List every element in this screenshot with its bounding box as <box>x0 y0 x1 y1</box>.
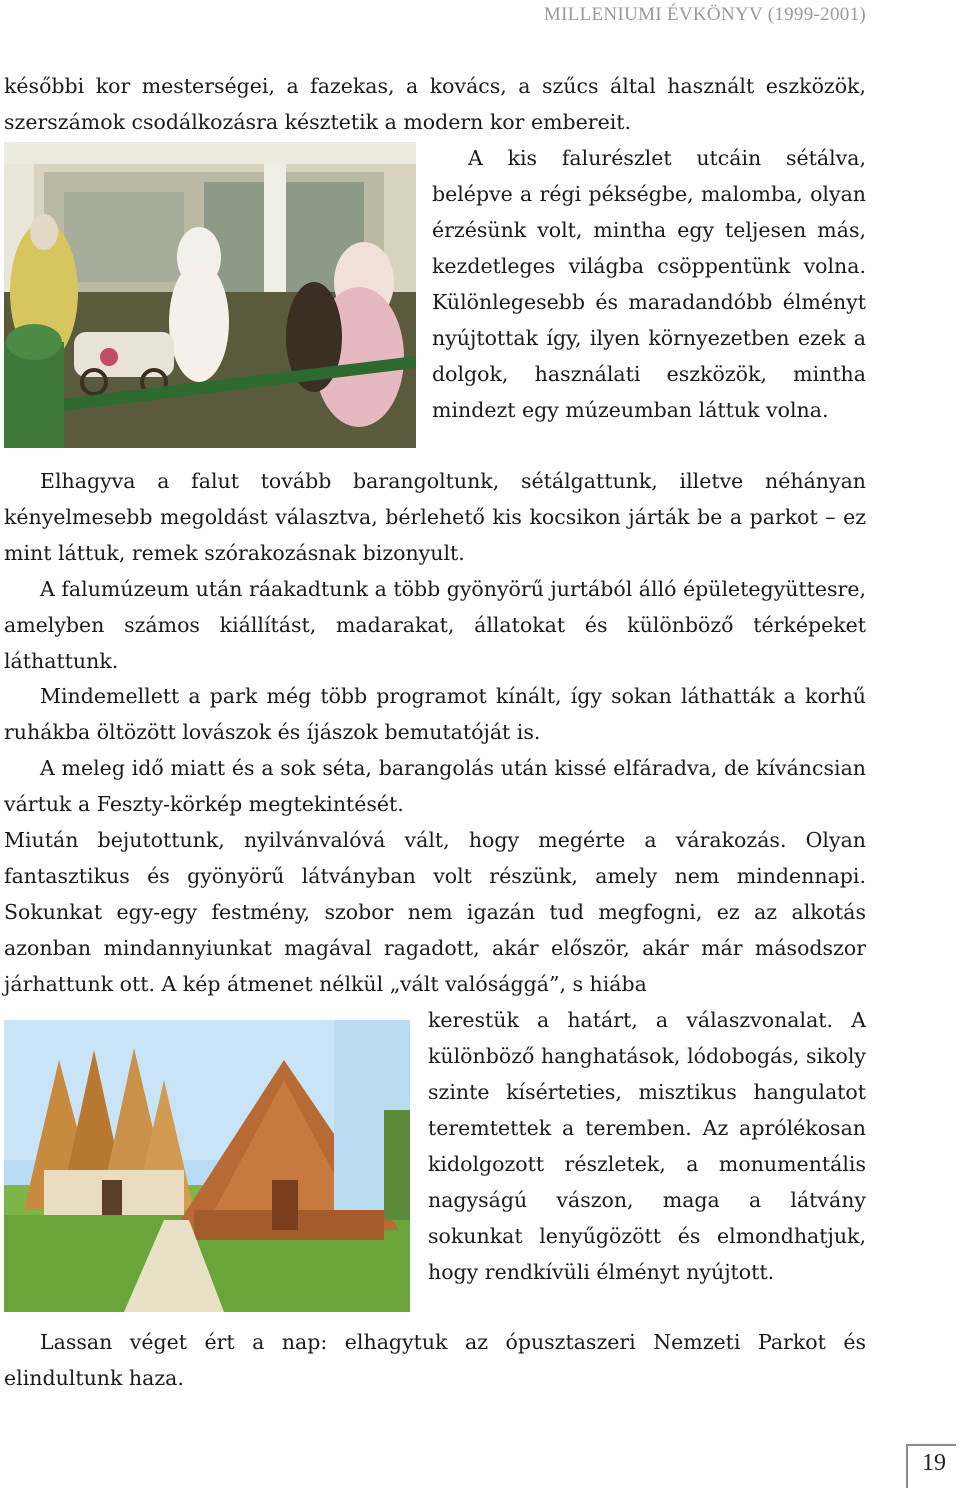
paragraph-5: Mindemellett a park még több programot kínált, így sokan láthatták a korhű ruhákba öltözött lovászok és íjászok bemutatóját is. <box>4 684 866 744</box>
paragraph-1: későbbi kor mesterségei, a fazekas, a kovács, a szűcs által használt eszközök, szerszámok csodálkozásra késztetik a modern kor embereit. <box>4 74 866 134</box>
yurt-buildings-photo <box>4 1020 410 1312</box>
running-head: MILLENIUMI ÉVKÖNYV (1999-2001) <box>543 4 866 25</box>
paragraph-2: A kis falurészlet utcáin sétálva, belépve a régi pékségbe, malomba, olyan érzésünk volt, mintha egy teljesen más, kezdetleges világba csöppentünk volna. Különlegesebb és maradandóbb élményt nyújtottak így, ilyen környezetben ezek a dolgok, használati eszközök, mintha mindezt egy múzeumban láttuk volna. <box>432 146 866 422</box>
paragraph-7: Miután bejutottunk, nyilvánvalóvá vált, hogy megérte a várakozás. Olyan fantasztikus és gyönyörű látványban volt részünk, amely nem mindennapi. Sokunkat egy-egy festmény, szobor nem igazán tud megfogni, ez az alkotás azonban mindannyiunkat magával ragadott, akár először, akár már másodszor járhattunk ott. A kép átmenet nélkül „vált valósággá”, s hiába <box>4 828 866 996</box>
paragraph-3: Elhagyva a falut tovább barangoltunk, sétálgattunk, illetve néhányan kényelmesebb megoldást választva, bérlehető kis kocsikon járták be a parkot – ez mint láttuk, remek szórakozásnak bizonyult. <box>4 469 866 565</box>
paragraph-6: A meleg idő miatt és a sok séta, barangolás után kissé elfáradva, de kíváncsian vártuk a Feszty-körkép megtekintését. <box>4 756 866 816</box>
paragraph-8: kerestük a határt, a válaszvonalat. A különböző hanghatások, lódobogás, sikoly szinte kísérteties, misztikus hangulatot teremtettek a teremben. Az aprólékosan kidolgozott részletek, a monumentális nagyságú vászon, maga a látvány sokunkat lenyűgözött és elmondhatjuk, hogy rendkívüli élményt nyújtott. <box>428 1008 866 1284</box>
page-number: 19 <box>922 1450 946 1476</box>
yurt-buildings-image <box>4 1020 410 1312</box>
museum-diorama-image <box>4 142 416 448</box>
paragraph-4: A falumúzeum után ráakadtunk a több gyönyörű jurtából álló épületegyüttesre, amelyben számos kiállítást, madarakat, állatokat és különböző térképeket láthattunk. <box>4 577 866 673</box>
paragraph-9: Lassan véget ért a nap: elhagytuk az ópusztaszeri Nemzeti Parkot és elindultunk haza. <box>4 1330 866 1390</box>
museum-diorama-photo <box>4 142 416 448</box>
